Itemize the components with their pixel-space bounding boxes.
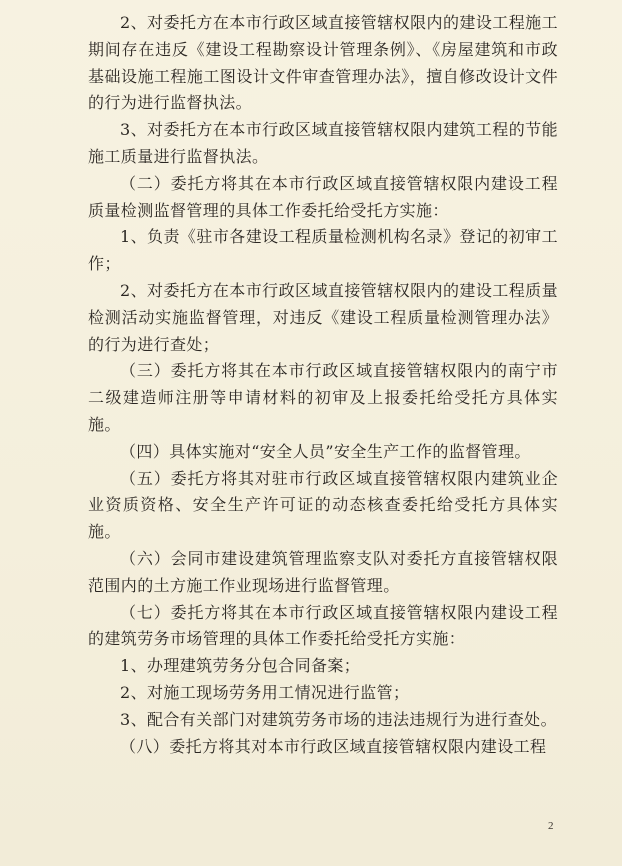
paragraph-item-1-subcontract-filing: 1、办理建筑劳务分包合同备案； [120, 656, 361, 676]
paragraph-section-8-partial: （八）委托方将其对本市行政区域直接管辖权限内建设工程 [120, 736, 547, 756]
paragraph-item-2-testing-supervision: 2、对委托方在本市行政区域直接管辖权限内的建设工程质量检测活动实施监督管理，对违反《建设工程质量检测管理办法》的行为进行查处； [88, 280, 558, 354]
paragraph-item-3-violation-handling: 3、配合有关部门对建筑劳务市场的违法违规行为进行查处。 [120, 709, 557, 729]
paragraph-section-4-safety-personnel: （四）具体实施对“安全人员”安全生产工作的监督管理。 [120, 441, 531, 461]
paragraph-section-3-constructor-registration: （三）委托方将其在本市行政区域直接管辖权限内的南宁市二级建造师注册等申请材料的初审及上报委托给受托方具体实施。 [88, 361, 558, 434]
paragraph-item-1-registry-review: 1、负责《驻市各建设工程质量检测机构名录》登记的初审工作； [88, 227, 558, 274]
paragraph-item-2-design-violations: 2、对委托方在本市行政区域直接管辖权限内的建设工程施工期间存在违反《建设工程勘察设计管理条例》、《房屋建筑和市政基础设施工程施工图设计文件审查管理办法》，擅自修改设计文件的行为进行监督执法。 [88, 13, 558, 113]
paragraph-section-5-qualification-check: （五）委托方将其对驻市行政区域直接管辖权限内建筑业企业资质资格、安全生产许可证的动态核查委托给受托方具体实施。 [88, 468, 558, 542]
paragraph-item-3-energy-saving: 3、对委托方在本市行政区域直接管辖权限内建筑工程的节能施工质量进行监督执法。 [88, 120, 558, 166]
paragraph-section-7-labor-market: （七）委托方将其在本市行政区域直接管辖权限内建设工程的建筑劳务市场管理的具体工作委托给受托方实施： [88, 602, 558, 649]
document-body [88, 10, 558, 760]
paragraph-section-6-earthwork: （六）会同市建设建筑管理监察支队对委托方直接管辖权限范围内的土方施工作业现场进行监督管理。 [88, 548, 558, 595]
page-number: 2 [548, 820, 554, 832]
paragraph-item-2-labor-supervision: 2、对施工现场劳务用工情况进行监管； [120, 682, 410, 702]
paragraph-section-2-quality-testing: （二）委托方将其在本市行政区域直接管辖权限内建设工程质量检测监督管理的具体工作委托给受托方实施： [88, 173, 558, 220]
